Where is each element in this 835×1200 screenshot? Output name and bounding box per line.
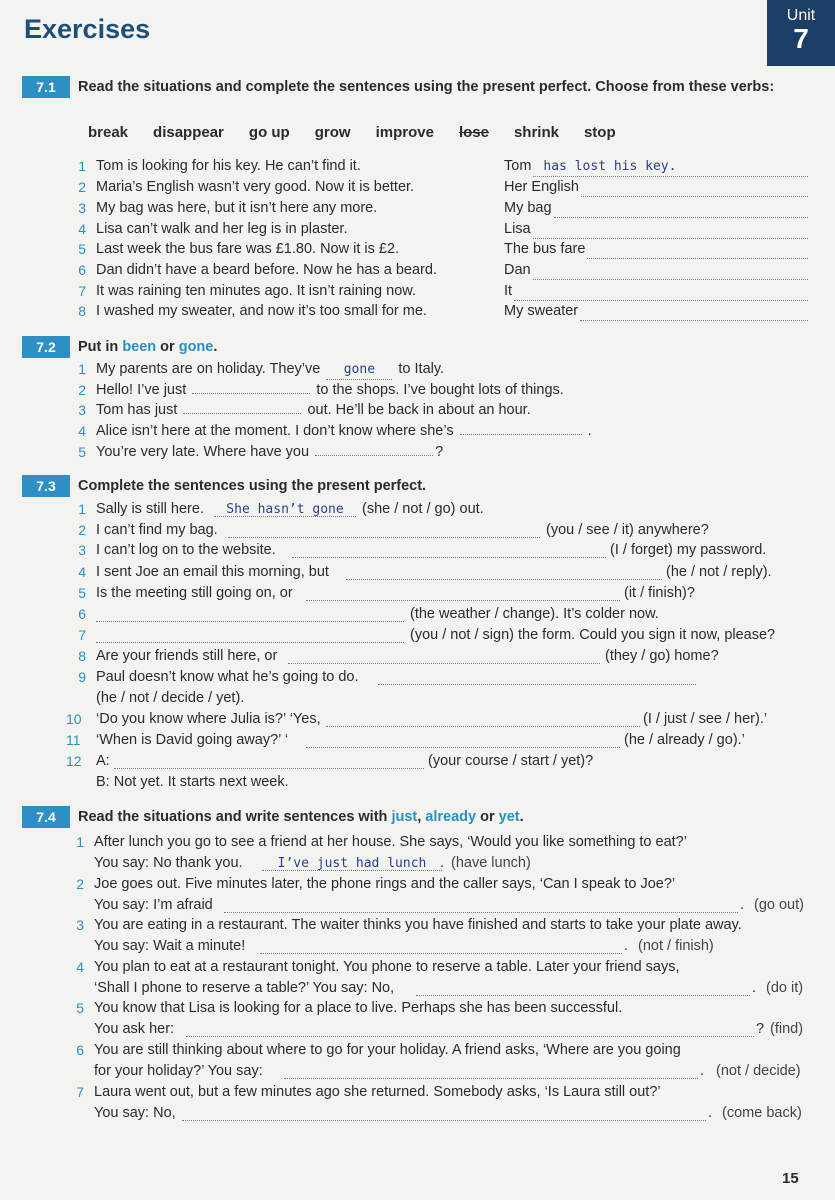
item-number: 4 bbox=[78, 564, 86, 580]
exercise-7-1-header bbox=[22, 76, 812, 98]
exercise-instruction: Put in been or gone. bbox=[78, 339, 218, 355]
sentence-end: . bbox=[752, 980, 757, 996]
exercise-instruction: Read the situations and complete the sentences using the present perfect. Choose from these verbs: bbox=[78, 79, 775, 95]
verb: grow bbox=[314, 124, 351, 141]
sentence-text: out. He’ll be back in about an hour. bbox=[303, 402, 531, 418]
verb: stop bbox=[583, 124, 616, 141]
answer-blank[interactable] bbox=[460, 434, 582, 435]
answer-blank[interactable] bbox=[96, 629, 404, 643]
page-title: Exercises bbox=[24, 14, 151, 44]
sentence-text: Sally is still here. bbox=[96, 501, 204, 517]
sentence-text: to Italy. bbox=[394, 361, 445, 377]
item-number: 5 bbox=[76, 1000, 84, 1016]
prompt-text: You say: Wait a minute! bbox=[94, 938, 246, 954]
item-number: 5 bbox=[78, 241, 86, 257]
answer-blank[interactable] bbox=[587, 240, 808, 259]
situation-text: You are still thinking about where to go for your holiday. A friend asks, ‘Where are you going bbox=[94, 1042, 681, 1058]
answer-blank[interactable] bbox=[554, 199, 808, 218]
answer-blank[interactable] bbox=[260, 940, 622, 954]
answer-line bbox=[504, 240, 810, 259]
verb-crossed-out: lose bbox=[458, 124, 489, 141]
item-number: 4 bbox=[78, 221, 86, 237]
sentence-end: . bbox=[440, 855, 445, 871]
sentence-line bbox=[96, 360, 444, 380]
item-number: 2 bbox=[78, 522, 86, 538]
exercise-number: 7.2 bbox=[22, 336, 70, 358]
answer-line bbox=[504, 261, 810, 280]
item-number: 1 bbox=[78, 501, 86, 517]
sentence-end: . bbox=[700, 1063, 705, 1079]
answer-blank[interactable] bbox=[183, 413, 301, 414]
handwritten-answer: I’ve just had lunch bbox=[277, 856, 427, 871]
answer-blank[interactable] bbox=[533, 157, 808, 177]
answer-blank[interactable] bbox=[192, 393, 310, 394]
answer-blank[interactable] bbox=[326, 360, 392, 380]
answer-blank[interactable] bbox=[284, 1065, 698, 1079]
answer-blank[interactable] bbox=[326, 713, 640, 727]
situation-text: Tom is looking for his key. He can’t find it. bbox=[96, 158, 361, 174]
answer-line bbox=[504, 157, 810, 177]
prompt-text: You ask her: bbox=[94, 1021, 175, 1037]
item-number: 3 bbox=[78, 542, 86, 558]
answer-blank[interactable] bbox=[346, 566, 662, 580]
answer-blank[interactable] bbox=[224, 899, 738, 913]
sentence-start: The bus fare bbox=[504, 241, 586, 257]
answer-blank[interactable] bbox=[292, 544, 606, 558]
item-number: 8 bbox=[78, 303, 86, 319]
item-number: 9 bbox=[78, 669, 86, 685]
unit-badge bbox=[767, 0, 835, 66]
item-number: 12 bbox=[66, 753, 82, 769]
sentence-line bbox=[96, 401, 531, 420]
answer-blank[interactable] bbox=[533, 261, 808, 280]
item-number: 1 bbox=[76, 834, 84, 850]
verb-hint: (he / not / decide / yet). bbox=[96, 690, 245, 706]
sentence-start: Her English bbox=[504, 179, 579, 195]
item-number: 4 bbox=[78, 423, 86, 439]
answer-blank[interactable] bbox=[378, 671, 696, 685]
verb-hint: (not / finish) bbox=[638, 938, 714, 954]
prompt-text: You say: No, bbox=[94, 1105, 176, 1121]
sentence-line bbox=[96, 443, 443, 462]
answer-blank[interactable] bbox=[514, 282, 808, 301]
situation-text: Laura went out, but a few minutes ago she returned. Somebody asks, ‘Is Laura still out?’ bbox=[94, 1084, 661, 1100]
verb-hint: (come back) bbox=[722, 1105, 802, 1121]
verb: break bbox=[88, 124, 129, 141]
verb-hint: (I / just / see / her).’ bbox=[643, 711, 768, 727]
answer-blank[interactable] bbox=[416, 982, 750, 996]
item-number: 5 bbox=[78, 444, 86, 460]
item-number: 7 bbox=[78, 283, 86, 299]
answer-blank[interactable] bbox=[262, 857, 442, 871]
sentence-text: I sent Joe an email this morning, but bbox=[96, 564, 329, 580]
answer-blank[interactable] bbox=[288, 650, 600, 664]
situation-text: You plan to eat at a restaurant tonight. You phone to reserve a table. Later your friend says, bbox=[94, 959, 680, 975]
sentence-text: ? bbox=[435, 444, 444, 460]
verb-hint: (he / not / reply). bbox=[666, 564, 772, 580]
item-number: 6 bbox=[78, 606, 86, 622]
prompt-text: for your holiday?’ You say: bbox=[94, 1063, 263, 1079]
prompt-text: ‘Shall I phone to reserve a table?’ You say: No, bbox=[94, 980, 395, 996]
verb-list bbox=[88, 124, 688, 141]
exercise-number: 7.4 bbox=[22, 806, 70, 828]
answer-blank[interactable] bbox=[114, 755, 424, 769]
answer-blank[interactable] bbox=[306, 587, 620, 601]
sentence-end: ? bbox=[756, 1021, 765, 1037]
situation-text: Lisa can’t walk and her leg is in plaster. bbox=[96, 221, 348, 237]
item-number: 2 bbox=[78, 179, 86, 195]
answer-line bbox=[504, 199, 810, 218]
item-number: 5 bbox=[78, 585, 86, 601]
sentence-text: ‘Do you know where Julia is?’ ‘Yes, bbox=[96, 711, 321, 727]
situation-text: Dan didn’t have a beard before. Now he has a beard. bbox=[96, 262, 437, 278]
answer-blank[interactable] bbox=[580, 302, 808, 321]
sentence-start: My bag bbox=[504, 200, 552, 216]
item-number: 1 bbox=[78, 158, 86, 174]
sentence-text: . bbox=[583, 423, 592, 439]
verb: shrink bbox=[513, 124, 559, 141]
sentence-text: Alice isn’t here at the moment. I don’t know where she’s bbox=[96, 423, 458, 439]
situation-text: I washed my sweater, and now it’s too small for me. bbox=[96, 303, 427, 319]
sentence-start: My sweater bbox=[504, 303, 579, 319]
sentence-text: Is the meeting still going on, or bbox=[96, 585, 293, 601]
situation-text: My bag was here, but it isn’t here any more. bbox=[96, 200, 378, 216]
item-number: 6 bbox=[78, 262, 86, 278]
item-number: 3 bbox=[78, 200, 86, 216]
item-number: 6 bbox=[76, 1042, 84, 1058]
sentence-start: Dan bbox=[504, 262, 531, 278]
item-number: 11 bbox=[66, 732, 81, 748]
verb-hint: (have lunch) bbox=[451, 855, 531, 871]
exercise-7-3-header bbox=[22, 475, 812, 497]
verb-hint: (not / decide) bbox=[716, 1063, 801, 1079]
situation-text: You know that Lisa is looking for a place to live. Perhaps she has been successful. bbox=[94, 1000, 623, 1016]
sentence-text: My parents are on holiday. They’ve bbox=[96, 361, 325, 377]
answer-line bbox=[504, 220, 810, 239]
verb-hint: (you / see / it) anywhere? bbox=[546, 522, 709, 538]
answer-line bbox=[504, 302, 810, 321]
sentence-text: A: bbox=[96, 753, 110, 769]
sentence-text: ‘When is David going away?’ ‘ bbox=[96, 732, 289, 748]
exercise-instruction: Complete the sentences using the present perfect. bbox=[78, 478, 427, 494]
verb-hint: (your course / start / yet)? bbox=[428, 753, 594, 769]
item-number: 2 bbox=[76, 876, 84, 892]
answer-blank[interactable] bbox=[186, 1023, 754, 1037]
handwritten-answer: She hasn’t gone bbox=[226, 502, 344, 517]
situation-text: Maria’s English wasn’t very good. Now it is better. bbox=[96, 179, 415, 195]
answer-blank[interactable] bbox=[214, 503, 356, 517]
sentence-start: Lisa bbox=[504, 221, 531, 237]
verb-hint: (you / not / sign) the form. Could you sign it now, please? bbox=[410, 627, 776, 643]
item-number: 3 bbox=[76, 917, 84, 933]
sentence-text: to the shops. I’ve bought lots of things. bbox=[312, 382, 564, 398]
page-number: 15 bbox=[782, 1170, 799, 1187]
verb-hint: (the weather / change). It’s colder now. bbox=[410, 606, 659, 622]
exercise-number: 7.3 bbox=[22, 475, 70, 497]
item-number: 7 bbox=[78, 627, 86, 643]
sentence-end: . bbox=[624, 938, 629, 954]
verb: improve bbox=[375, 124, 434, 141]
handwritten-answer: has lost his key. bbox=[543, 159, 677, 174]
verb-hint: (go out) bbox=[754, 897, 804, 913]
item-number: 8 bbox=[78, 648, 86, 664]
item-number: 1 bbox=[78, 361, 86, 377]
prompt-text: You say: I’m afraid bbox=[94, 897, 213, 913]
sentence-text: You’re very late. Where have you bbox=[96, 444, 314, 460]
sentence-text: Hello! I’ve just bbox=[96, 382, 191, 398]
sentence-end: . bbox=[708, 1105, 713, 1121]
item-number: 2 bbox=[78, 382, 86, 398]
sentence-text: Are your friends still here, or bbox=[96, 648, 278, 664]
prompt-text: You say: No thank you. bbox=[94, 855, 243, 871]
situation-text: After lunch you go to see a friend at her house. She says, ‘Would you like something to eat?’ bbox=[94, 834, 687, 850]
verb-hint: (he / already / go).’ bbox=[624, 732, 745, 748]
verb-hint: (they / go) home? bbox=[605, 648, 719, 664]
sentence-text: Paul doesn’t know what he’s going to do. bbox=[96, 669, 359, 685]
item-number: 7 bbox=[76, 1084, 84, 1100]
answer-blank[interactable] bbox=[581, 178, 808, 197]
sentence-line bbox=[96, 381, 564, 400]
sentence-start: Tom bbox=[504, 158, 532, 174]
situation-text: It was raining ten minutes ago. It isn’t raining now. bbox=[96, 283, 416, 299]
exercise-7-2-header bbox=[22, 336, 812, 358]
sentence-line bbox=[96, 422, 592, 441]
answer-blank[interactable] bbox=[306, 734, 620, 748]
answer-line bbox=[504, 178, 810, 197]
verb: disappear bbox=[153, 124, 224, 141]
situation-text: You are eating in a restaurant. The waiter thinks you have finished and starts to take your plate away. bbox=[94, 917, 742, 933]
unit-number: 7 bbox=[793, 23, 809, 54]
item-number: 3 bbox=[78, 402, 86, 418]
exercise-7-4-header bbox=[22, 806, 812, 828]
verb-hint: (find) bbox=[770, 1021, 804, 1037]
sentence-text: Tom has just bbox=[96, 402, 182, 418]
verb-hint: (it / finish)? bbox=[624, 585, 695, 601]
sentence-text: I can’t log on to the website. bbox=[96, 542, 276, 558]
handwritten-answer: gone bbox=[343, 362, 376, 377]
item-number: 4 bbox=[76, 959, 84, 975]
sentence-end: . bbox=[740, 897, 745, 913]
sentence-start: It bbox=[504, 283, 513, 299]
answer-blank[interactable] bbox=[228, 524, 540, 538]
exercise-instruction: Read the situations and write sentences with just, already or yet. bbox=[78, 809, 524, 825]
dialogue-reply: B: Not yet. It starts next week. bbox=[96, 774, 289, 790]
exercise-number: 7.1 bbox=[22, 76, 70, 98]
item-number: 10 bbox=[66, 711, 82, 727]
unit-label: Unit bbox=[786, 7, 816, 24]
situation-text: Joe goes out. Five minutes later, the phone rings and the caller says, ‘Can I speak to Joe?’ bbox=[94, 876, 676, 892]
sentence-text: I can’t find my bag. bbox=[96, 522, 218, 538]
answer-blank[interactable] bbox=[96, 608, 404, 622]
answer-line bbox=[504, 282, 810, 301]
verb: go up bbox=[248, 124, 290, 141]
verb-hint: (she / not / go) out. bbox=[362, 501, 484, 517]
verb-hint: (do it) bbox=[766, 980, 804, 996]
answer-blank[interactable] bbox=[182, 1107, 706, 1121]
answer-blank[interactable] bbox=[533, 220, 808, 239]
answer-blank[interactable] bbox=[315, 455, 433, 456]
verb-hint: (I / forget) my password. bbox=[610, 542, 767, 558]
situation-text: Last week the bus fare was £1.80. Now it is £2. bbox=[96, 241, 400, 257]
